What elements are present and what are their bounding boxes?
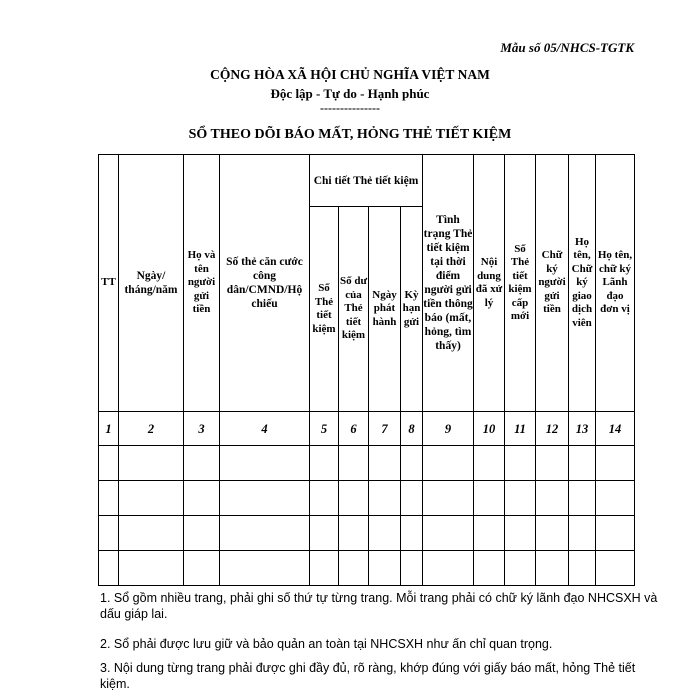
table-row	[99, 446, 635, 481]
header-issue-date: Ngày phát hành	[369, 207, 401, 412]
form-number: Mẫu số 05/NHCS-TGTK	[500, 40, 634, 55]
header-card-status: Tình trạng Thẻ tiết kiệm tại thời điểm người gửi tiền thông báo (mất, hỏng, tìm thấy)	[423, 155, 474, 412]
column-number: 2	[119, 412, 184, 446]
header-date: Ngày/ tháng/năm	[119, 155, 184, 412]
header-depositor-signature: Chữ ký người gửi tiền	[536, 155, 569, 412]
header-tt: TT	[99, 155, 119, 412]
header-teller: Họ tên, Chữ ký giao dịch viên	[569, 155, 596, 412]
header-manager: Họ tên, chữ ký Lãnh đạo đơn vị	[596, 155, 635, 412]
column-number: 13	[569, 412, 596, 446]
column-number: 1	[99, 412, 119, 446]
column-number: 6	[339, 412, 369, 446]
column-number: 12	[536, 412, 569, 446]
header-term: Kỳ hạn gửi	[401, 207, 423, 412]
column-number: 4	[220, 412, 310, 446]
header-depositor-name: Họ và tên người gửi tiền	[184, 155, 220, 412]
note-1: 1. Sổ gồm nhiều trang, phải ghi số thứ tự từng trang. Mỗi trang phải có chữ ký lãnh đạo NHCSXH và dấu giáp lai.	[100, 591, 658, 621]
column-number: 3	[184, 412, 220, 446]
table-row	[99, 516, 635, 551]
column-number: 11	[505, 412, 536, 446]
table-row	[99, 551, 635, 586]
document-title: SỔ THEO DÕI BÁO MẤT, HỎNG THẺ TIẾT KIỆM	[188, 127, 512, 142]
header-card-details-group: Chi tiết Thẻ tiết kiệm	[310, 155, 423, 207]
note-2: 2. Sổ phải được lưu giữ và bảo quản an toàn tại NHCSXH như ấn chỉ quan trọng.	[100, 637, 553, 651]
column-number: 8	[401, 412, 423, 446]
column-number: 9	[423, 412, 474, 446]
header-balance: Số dư của Thẻ tiết kiệm	[339, 207, 369, 412]
column-number: 7	[369, 412, 401, 446]
separator-line: ---------------	[320, 101, 380, 115]
column-number: 10	[474, 412, 505, 446]
header-handling: Nội dung đã xử lý	[474, 155, 505, 412]
table-row	[99, 481, 635, 516]
column-number: 14	[596, 412, 635, 446]
national-motto: Độc lập - Tự do - Hạnh phúc	[270, 86, 430, 101]
header-id-number: Số thẻ căn cước công dân/CMND/Hộ chiếu	[220, 155, 310, 412]
national-name: CỘNG HÒA XÃ HỘI CHỦ NGHĨA VIỆT NAM	[210, 67, 490, 82]
header-new-card-number: Số Thẻ tiết kiệm cấp mới	[505, 155, 536, 412]
column-number: 5	[310, 412, 339, 446]
note-3: 3. Nội dung từng trang phải được ghi đầy đủ, rõ ràng, khớp đúng với giấy báo mất, hỏng Thẻ tiết kiệm.	[100, 661, 636, 691]
header-card-number: Số Thẻ tiết kiệm	[310, 207, 339, 412]
ledger-table	[98, 154, 635, 586]
